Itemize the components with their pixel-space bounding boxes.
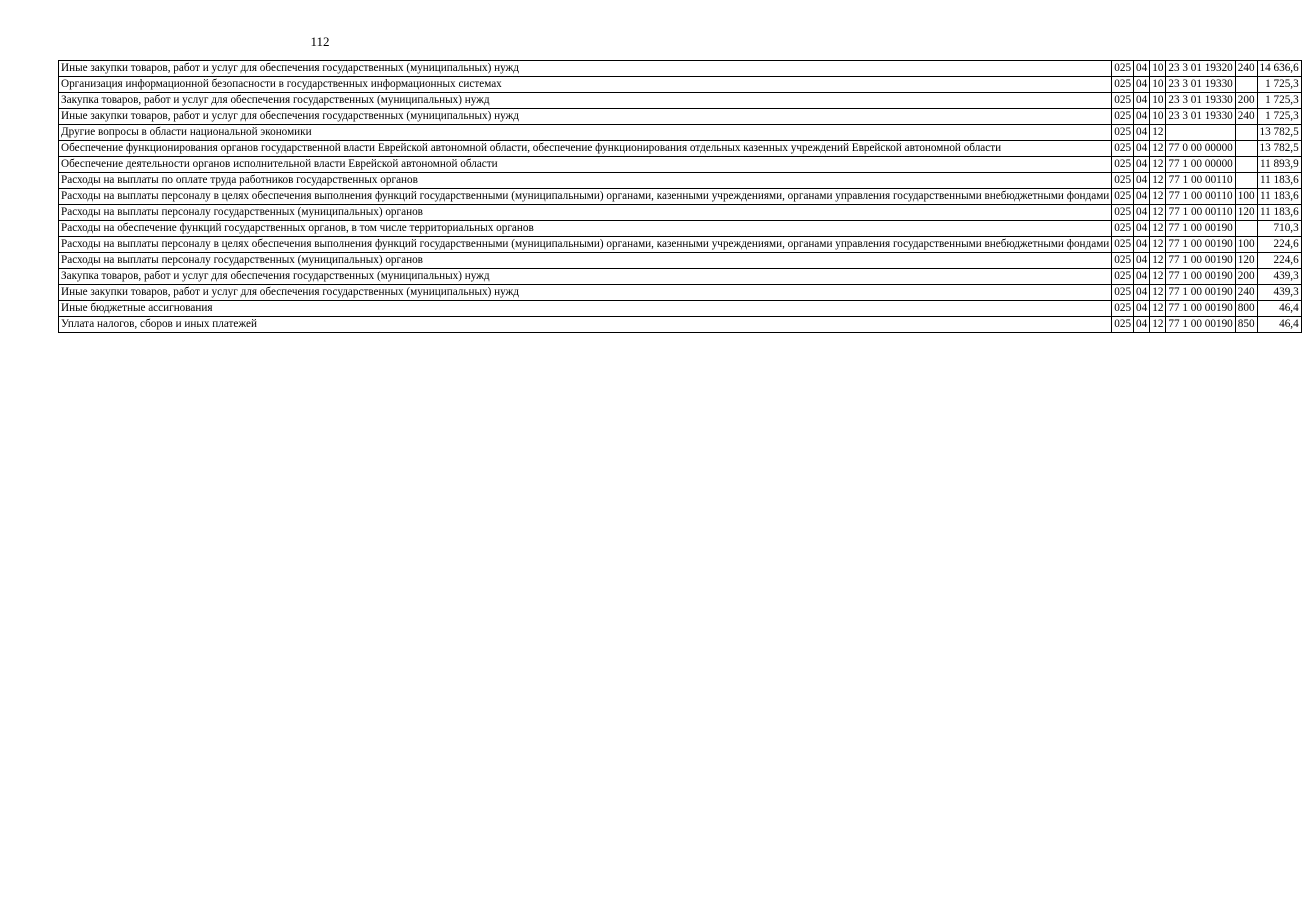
target-article-cell: 77 1 00 00190 (1166, 285, 1235, 301)
table-row (59, 157, 1302, 173)
amount-cell: 439,3 (1257, 285, 1301, 301)
section-code-cell: 04 (1134, 253, 1150, 269)
expense-type-cell: 240 (1235, 285, 1257, 301)
subsection-code-cell: 12 (1150, 189, 1166, 205)
expenditure-name-cell: Иные закупки товаров, работ и услуг для обеспечения государственных (муниципальных) нужд (59, 109, 1112, 125)
section-code-cell: 04 (1134, 157, 1150, 173)
target-article-cell: 77 1 00 00110 (1166, 173, 1235, 189)
section-code-cell: 04 (1134, 125, 1150, 141)
amount-cell: 439,3 (1257, 269, 1301, 285)
section-code-cell: 04 (1134, 317, 1150, 333)
subsection-code-cell: 10 (1150, 77, 1166, 93)
subsection-code-cell: 10 (1150, 93, 1166, 109)
target-article-cell: 77 0 00 00000 (1166, 141, 1235, 157)
expense-type-cell: 200 (1235, 93, 1257, 109)
subsection-code-cell: 12 (1150, 317, 1166, 333)
section-code-cell: 04 (1134, 189, 1150, 205)
section-code-cell: 04 (1134, 93, 1150, 109)
section-code-cell: 04 (1134, 173, 1150, 189)
target-article-cell: 77 1 00 00000 (1166, 157, 1235, 173)
page-number: 112 (310, 34, 330, 49)
expenditure-name-cell: Закупка товаров, работ и услуг для обеспечения государственных (муниципальных) нужд (59, 269, 1112, 285)
expenditure-name-cell: Расходы на выплаты персоналу в целях обеспечения выполнения функций государственными (муниципальными) органами, казенными учреждениями, органами управления государственными внебюджетными фондами (59, 237, 1112, 253)
amount-cell: 224,6 (1257, 237, 1301, 253)
target-article-cell: 77 1 00 00190 (1166, 237, 1235, 253)
table-row (59, 317, 1302, 333)
ministry-code-cell: 025 (1112, 253, 1134, 269)
target-article-cell: 77 1 00 00190 (1166, 317, 1235, 333)
ministry-code-cell: 025 (1112, 205, 1134, 221)
expenditure-name-cell: Расходы на обеспечение функций государственных органов, в том числе территориальных органов (59, 221, 1112, 237)
target-article-cell: 77 1 00 00190 (1166, 301, 1235, 317)
ministry-code-cell: 025 (1112, 93, 1134, 109)
ministry-code-cell: 025 (1112, 125, 1134, 141)
target-article-cell: 77 1 00 00190 (1166, 253, 1235, 269)
ministry-code-cell: 025 (1112, 237, 1134, 253)
amount-cell: 11 183,6 (1257, 189, 1301, 205)
table-row (59, 221, 1302, 237)
subsection-code-cell: 12 (1150, 221, 1166, 237)
expenditure-name-cell: Расходы на выплаты персоналу в целях обеспечения выполнения функций государственными (муниципальными) органами, казенными учреждениями, органами управления государственными внебюджетными фондами (59, 189, 1112, 205)
ministry-code-cell: 025 (1112, 61, 1134, 77)
table-row (59, 173, 1302, 189)
section-code-cell: 04 (1134, 285, 1150, 301)
subsection-code-cell: 12 (1150, 157, 1166, 173)
expenditure-name-cell: Расходы на выплаты по оплате труда работников государственных органов (59, 173, 1112, 189)
subsection-code-cell: 10 (1150, 109, 1166, 125)
amount-cell: 224,6 (1257, 253, 1301, 269)
expense-type-cell: 120 (1235, 253, 1257, 269)
section-code-cell: 04 (1134, 77, 1150, 93)
ministry-code-cell: 025 (1112, 317, 1134, 333)
target-article-cell: 23 3 01 19330 (1166, 77, 1235, 93)
ministry-code-cell: 025 (1112, 109, 1134, 125)
table-row (59, 205, 1302, 221)
target-article-cell: 23 3 01 19330 (1166, 93, 1235, 109)
expense-type-cell: 100 (1235, 189, 1257, 205)
amount-cell: 13 782,5 (1257, 125, 1301, 141)
amount-cell: 1 725,3 (1257, 77, 1301, 93)
table-row (59, 253, 1302, 269)
table-row (59, 269, 1302, 285)
target-article-cell (1166, 125, 1235, 141)
section-code-cell: 04 (1134, 205, 1150, 221)
table-row (59, 189, 1302, 205)
table-row (59, 141, 1302, 157)
amount-cell: 1 725,3 (1257, 93, 1301, 109)
table-row (59, 237, 1302, 253)
expenditure-name-cell: Иные закупки товаров, работ и услуг для обеспечения государственных (муниципальных) нужд (59, 285, 1112, 301)
expense-type-cell: 200 (1235, 269, 1257, 285)
ministry-code-cell: 025 (1112, 77, 1134, 93)
table-row (59, 125, 1302, 141)
target-article-cell: 23 3 01 19320 (1166, 61, 1235, 77)
table-row (59, 77, 1302, 93)
table-row (59, 61, 1302, 77)
amount-cell: 710,3 (1257, 221, 1301, 237)
expense-type-cell (1235, 157, 1257, 173)
expense-type-cell (1235, 173, 1257, 189)
target-article-cell: 77 1 00 00190 (1166, 269, 1235, 285)
subsection-code-cell: 12 (1150, 253, 1166, 269)
amount-cell: 11 183,6 (1257, 205, 1301, 221)
subsection-code-cell: 12 (1150, 285, 1166, 301)
target-article-cell: 77 1 00 00110 (1166, 189, 1235, 205)
expense-type-cell: 120 (1235, 205, 1257, 221)
expense-type-cell: 850 (1235, 317, 1257, 333)
expenditure-name-cell: Организация информационной безопасности в государственных информационных системах (59, 77, 1112, 93)
expenditure-name-cell: Уплата налогов, сборов и иных платежей (59, 317, 1112, 333)
amount-cell: 46,4 (1257, 301, 1301, 317)
amount-cell: 11 893,9 (1257, 157, 1301, 173)
table-row (59, 93, 1302, 109)
expense-type-cell (1235, 77, 1257, 93)
expenditure-name-cell: Другие вопросы в области национальной экономики (59, 125, 1112, 141)
amount-cell: 46,4 (1257, 317, 1301, 333)
subsection-code-cell: 12 (1150, 173, 1166, 189)
expense-type-cell (1235, 125, 1257, 141)
expense-type-cell: 800 (1235, 301, 1257, 317)
target-article-cell: 77 1 00 00110 (1166, 205, 1235, 221)
subsection-code-cell: 12 (1150, 205, 1166, 221)
expenditure-name-cell: Расходы на выплаты персоналу государственных (муниципальных) органов (59, 253, 1112, 269)
ministry-code-cell: 025 (1112, 269, 1134, 285)
section-code-cell: 04 (1134, 301, 1150, 317)
ministry-code-cell: 025 (1112, 301, 1134, 317)
table-row (59, 301, 1302, 317)
expense-type-cell: 100 (1235, 237, 1257, 253)
expense-type-cell: 240 (1235, 109, 1257, 125)
expenditure-name-cell: Обеспечение деятельности органов исполнительной власти Еврейской автономной области (59, 157, 1112, 173)
expense-type-cell (1235, 141, 1257, 157)
amount-cell: 11 183,6 (1257, 173, 1301, 189)
budget-table (58, 60, 1302, 333)
table-row (59, 285, 1302, 301)
section-code-cell: 04 (1134, 237, 1150, 253)
subsection-code-cell: 12 (1150, 301, 1166, 317)
section-code-cell: 04 (1134, 109, 1150, 125)
target-article-cell: 23 3 01 19330 (1166, 109, 1235, 125)
section-code-cell: 04 (1134, 221, 1150, 237)
subsection-code-cell: 12 (1150, 269, 1166, 285)
target-article-cell: 77 1 00 00190 (1166, 221, 1235, 237)
subsection-code-cell: 12 (1150, 141, 1166, 157)
section-code-cell: 04 (1134, 141, 1150, 157)
section-code-cell: 04 (1134, 61, 1150, 77)
expenditure-name-cell: Обеспечение функционирования органов государственной власти Еврейской автономной области, обеспечение функционирования отдельных казенных учреждений Еврейской автономной области (59, 141, 1112, 157)
expenditure-name-cell: Иные бюджетные ассигнования (59, 301, 1112, 317)
amount-cell: 14 636,6 (1257, 61, 1301, 77)
expenditure-name-cell: Расходы на выплаты персоналу государственных (муниципальных) органов (59, 205, 1112, 221)
table-row (59, 109, 1302, 125)
ministry-code-cell: 025 (1112, 173, 1134, 189)
ministry-code-cell: 025 (1112, 221, 1134, 237)
amount-cell: 13 782,5 (1257, 141, 1301, 157)
ministry-code-cell: 025 (1112, 157, 1134, 173)
expenditure-name-cell: Иные закупки товаров, работ и услуг для обеспечения государственных (муниципальных) нужд (59, 61, 1112, 77)
amount-cell: 1 725,3 (1257, 109, 1301, 125)
subsection-code-cell: 12 (1150, 237, 1166, 253)
expense-type-cell (1235, 221, 1257, 237)
expense-type-cell: 240 (1235, 61, 1257, 77)
subsection-code-cell: 12 (1150, 125, 1166, 141)
ministry-code-cell: 025 (1112, 189, 1134, 205)
section-code-cell: 04 (1134, 269, 1150, 285)
expenditure-name-cell: Закупка товаров, работ и услуг для обеспечения государственных (муниципальных) нужд (59, 93, 1112, 109)
subsection-code-cell: 10 (1150, 61, 1166, 77)
ministry-code-cell: 025 (1112, 285, 1134, 301)
ministry-code-cell: 025 (1112, 141, 1134, 157)
